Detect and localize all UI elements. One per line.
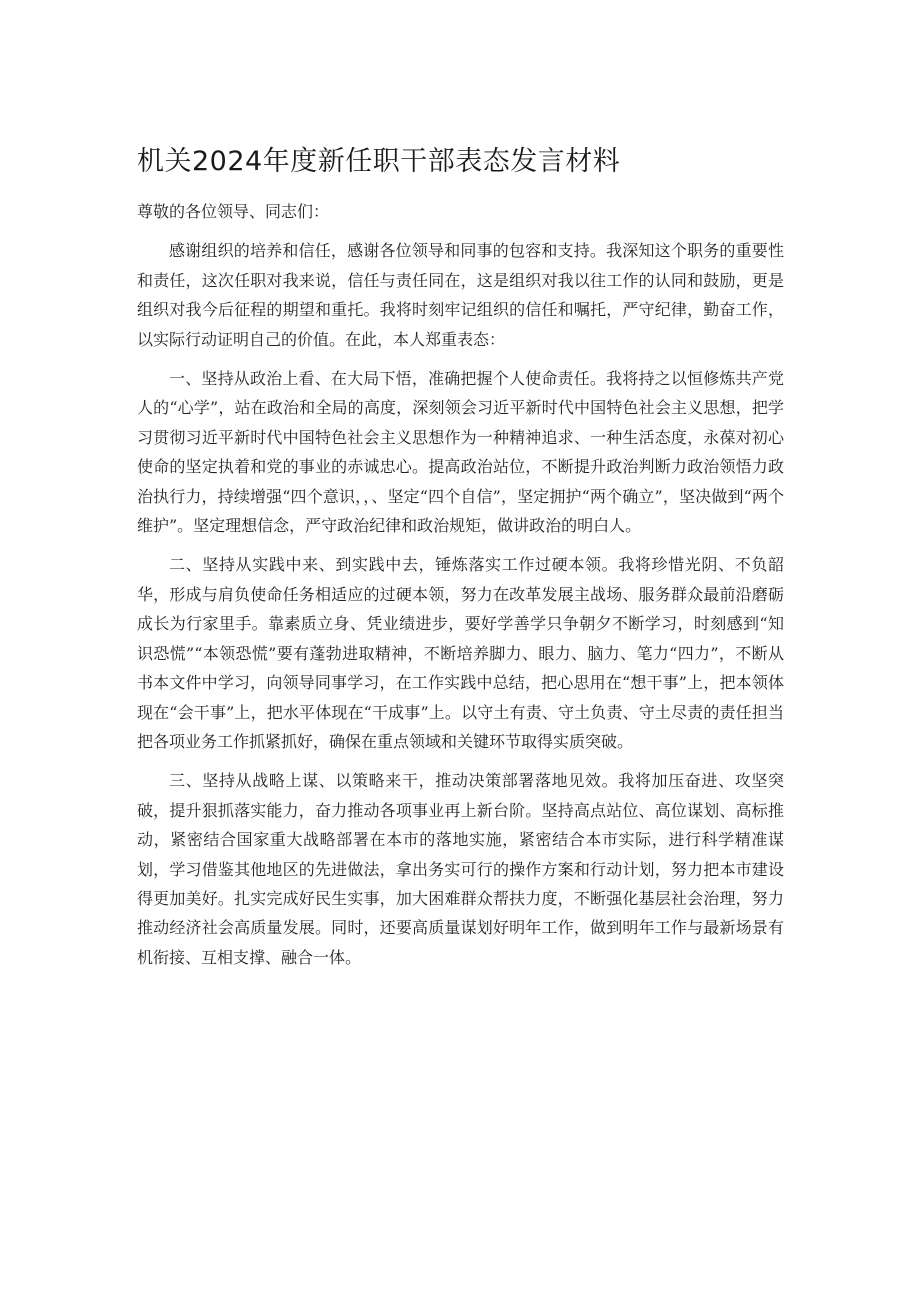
paragraph-point-2: 二、坚持从实践中来、到实践中去，锤炼落实工作过硬本领。我将珍惜光阴、不负韶华，形成与肩负使命任务相适应的过硬本领，努力在改革发展主战场、服务群众最前沿磨砺成长为行家里手。靠素质立身、凭业绩进步，要好学善学只争朝夕不断学习，时刻感到“知识恐慌”“本领恐慌”要有蓬勃进取精神，不断培养脚力、眼力、脑力、笔力“四力”，不断从书本文件中学习，向领导同事学习，在工作实践中总结，把心思用在“想干事”上，把本领体现在“会干事”上，把水平体现在“干成事”上。以守土有责、守土负责、守土尽责的责任担当把各项业务工作抓紧抓好，确保在重点领域和关键环节取得实质突破。 — [137, 555, 784, 751]
paragraph-point-1: 一、坚持从政治上看、在大局下悟，准确把握个人使命责任。我将持之以恒修炼共产党人的“心学”，站在政治和全局的高度，深刻领会习近平新时代中国特色社会主义思想，把学习贯彻习近平新时代中国特色社会主义思想作为一种精神追求、一种生活态度，永葆对初心使命的坚定执着和党的事业的赤诚忠心。提高政治站位，不断提升政治判断力政治领悟力政治执行力，持续增强“四个意识，，、坚定“四个自信”，坚定拥护“两个确立”，坚决做到“两个维护”。坚定理想信念，严守政治纪律和政治规矩，做讲政治的明白人。 — [137, 369, 784, 536]
paragraph-point-3: 三、坚持从战略上谋、以策略来干，推动决策部署落地见效。我将加压奋进、攻坚突破，提升狠抓落实能力，奋力推动各项事业再上新台阶。坚持高点站位、高位谋划、高标推动，紧密结合国家重大战略部署在本市的落地实施，紧密结合本市实际，进行科学精准谋划，学习借鉴其他地区的先进做法，拿出务实可行的操作方案和行动计划，努力把本市建设得更加美好。扎实完成好民生实事，加大困难群众帮扶力度，不断强化基层社会治理，努力推动经济社会高质量发展。同时，还要高质量谋划好明年工作，做到明年工作与最新场景有机衔接、互相支撑、融合一体。 — [137, 771, 784, 967]
paragraph-intro: 感谢组织的培养和信任，感谢各位领导和同事的包容和支持。我深知这个职务的重要性和责任，这次任职对我来说，信任与责任同在，这是组织对我以往工作的认同和鼓励，更是组织对我今后征程的期望和重托。我将时刻牢记组织的信任和嘱托，严守纪律，勤奋工作，以实际行动证明自己的价值。在此，本人郑重表态： — [137, 241, 784, 349]
document-body — [137, 197, 784, 982]
document-title: 机关2024年度新任职干部表态发言材料 — [137, 146, 621, 177]
salutation: 尊敬的各位领导、同志们： — [137, 202, 330, 221]
